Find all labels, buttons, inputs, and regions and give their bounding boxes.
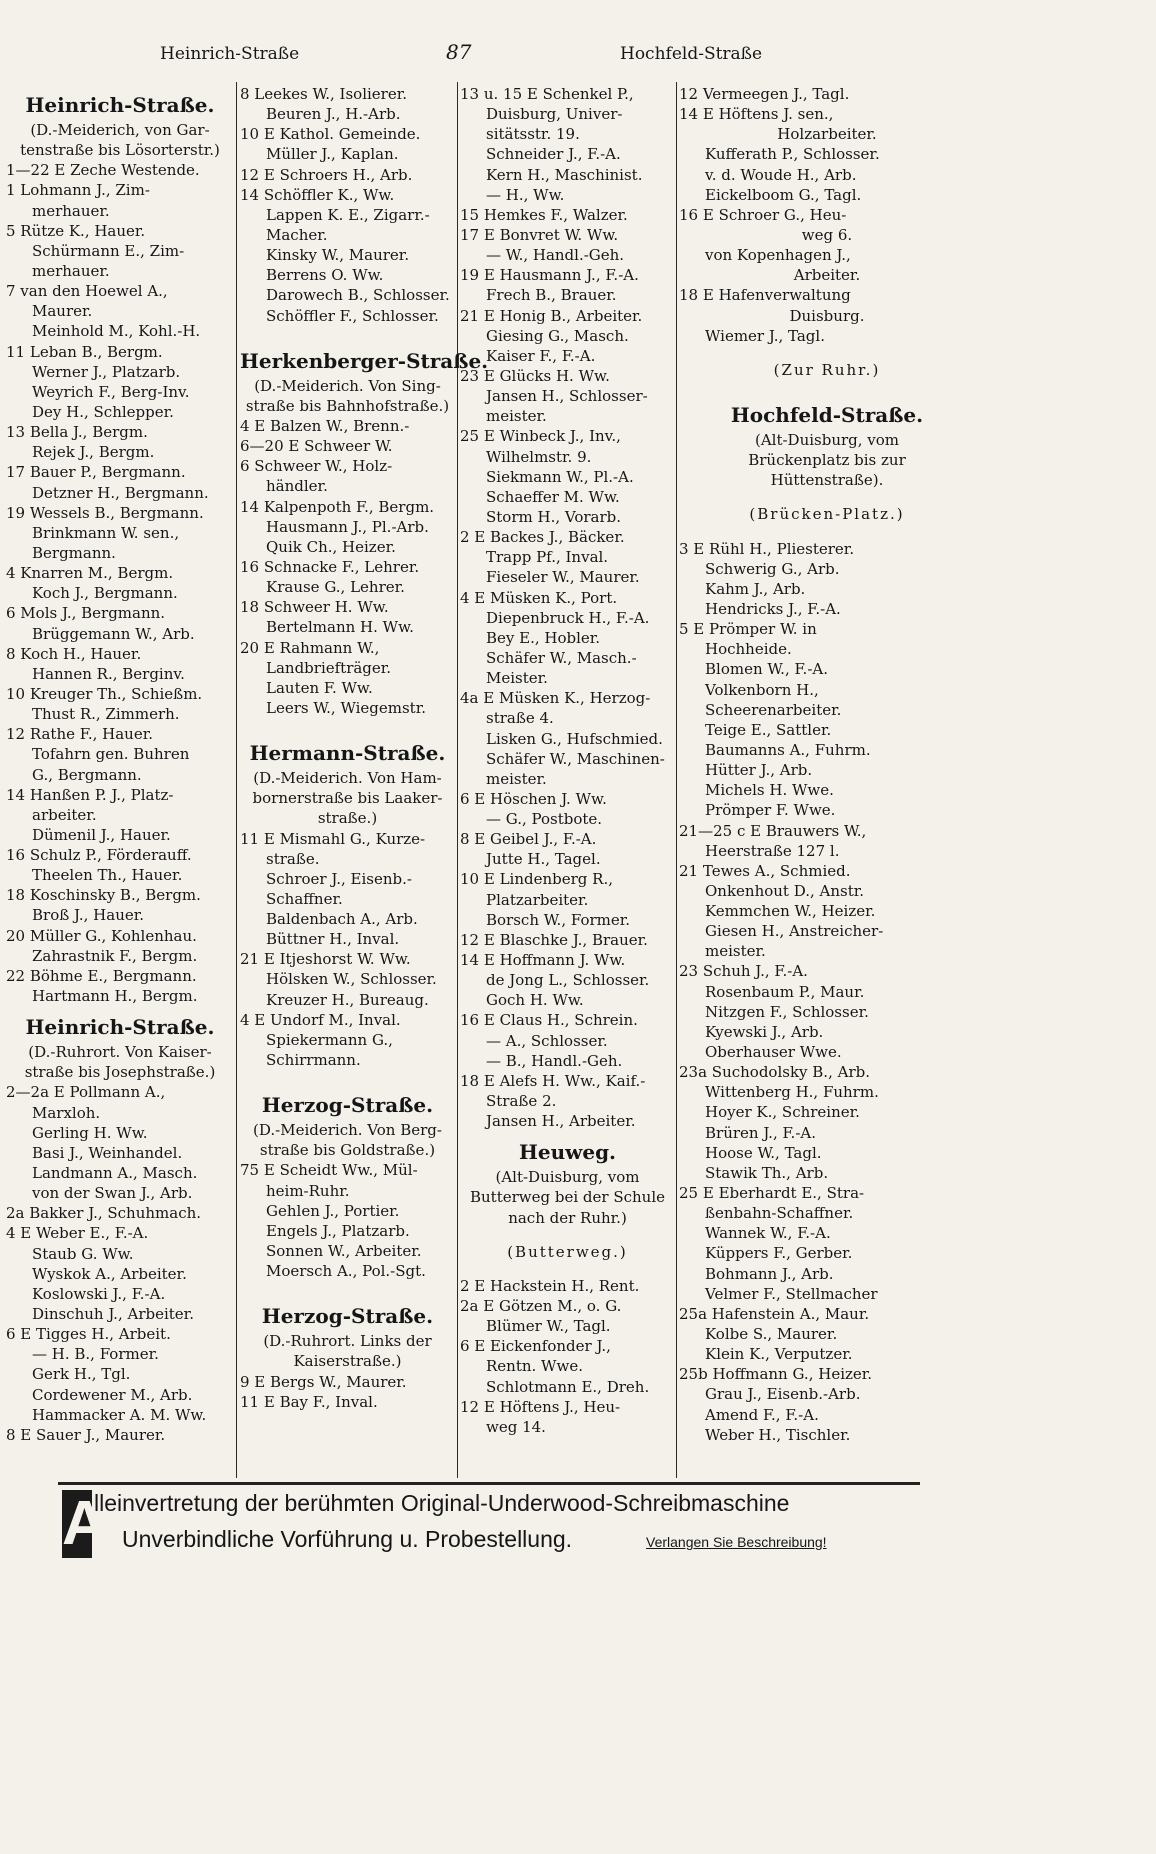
entry-line: Landbriefträger.: [266, 658, 392, 677]
entry-line: Siekmann W., Pl.-A.: [486, 467, 634, 486]
street-note: Duisburg.: [789, 306, 865, 325]
entry-line: 11 E Bay F., Inval.: [240, 1392, 378, 1411]
directory-column-4: [679, 84, 975, 1445]
entry-line: v. d. Woude H., Arb.: [705, 165, 857, 184]
entry-line: Scheerenarbeiter.: [705, 700, 842, 719]
entry-line: Schaeffer M. Ww.: [486, 487, 620, 506]
entry-line: Hendricks J., F.-A.: [705, 599, 841, 618]
street-note: nach der Ruhr.): [508, 1208, 627, 1227]
entry-line: 18 Schweer H. Ww.: [240, 598, 389, 617]
street-note: (D.-Meiderich. Von Berg-: [253, 1121, 442, 1140]
entry-line: meister.: [705, 942, 766, 961]
entry-line: 9 E Bergs W., Maurer.: [240, 1372, 407, 1391]
entry-line: 23 Schuh J., F.-A.: [679, 962, 808, 981]
entry-line: 4 E Weber E., F.-A.: [6, 1224, 149, 1243]
street-note: (D.-Meiderich, von Gar-: [30, 121, 210, 139]
entry-line: 23 E Glücks H. Ww.: [460, 366, 610, 385]
street-note: Kaiserstraße.): [293, 1352, 402, 1371]
entry-line: 2 E Hackstein H., Rent.: [460, 1276, 640, 1295]
entry-line: — H. B., Former.: [32, 1345, 159, 1364]
entry-line: Sonnen W., Arbeiter.: [266, 1242, 422, 1261]
column-divider: [236, 82, 237, 1478]
entry-line: 19 E Hausmann J., F.-A.: [460, 266, 639, 285]
entry-line: 21 E Honig B., Arbeiter.: [460, 306, 643, 325]
entry-line: Jutte H., Tagel.: [486, 850, 601, 869]
entry-line: 22 Böhme E., Bergmann.: [6, 966, 197, 985]
entry-line: 15 Hemkes F., Walzer.: [460, 205, 628, 224]
street-note: (Butterweg.): [507, 1242, 628, 1261]
entry-line: Brüggemann W., Arb.: [32, 624, 195, 643]
street-note: (Brücken-Platz.): [749, 505, 905, 524]
spacer: [679, 380, 975, 394]
street-heading: Hochfeld-Straße.: [730, 402, 924, 427]
entry-line: Beuren J., H.-Arb.: [266, 105, 401, 124]
entry-line: Maurer.: [32, 302, 93, 321]
entry-line: Broß J., Hauer.: [32, 906, 145, 925]
entry-line: Krause G., Lehrer.: [266, 578, 405, 597]
directory-column-1: [6, 84, 234, 1445]
entry-line: Jansen H., Arbeiter.: [486, 1112, 636, 1131]
entry-line: 8 Leekes W., Isolierer.: [240, 85, 408, 103]
entry-line: 12 E Höftens J., Heu-: [460, 1397, 621, 1416]
entry-line: de Jong L., Schlosser.: [486, 971, 650, 990]
entry-line: Weber H., Tischler.: [705, 1425, 851, 1444]
street-heading: Heinrich-Straße.: [25, 93, 215, 117]
entry-line: Dinschuh J., Arbeiter.: [32, 1305, 194, 1324]
entry-line: weg 14.: [486, 1417, 546, 1436]
entry-line: 5 Rütze K., Hauer.: [6, 221, 146, 240]
entry-line: Theelen Th., Hauer.: [32, 866, 183, 885]
running-head-left: Heinrich-Straße: [160, 44, 300, 64]
entry-line: Kyewski J., Arb.: [705, 1022, 824, 1041]
entry-line: Basi J., Weinhandel.: [32, 1143, 183, 1162]
entry-line: Baldenbach A., Arb.: [266, 910, 418, 929]
entry-line: Brinkmann W. sen.,: [32, 523, 180, 542]
entry-line: Thust R., Zimmerh.: [32, 705, 180, 724]
entry-line: Velmer F., Stellmacher: [705, 1284, 878, 1303]
entry-line: Eickelboom G., Tagl.: [705, 185, 862, 204]
entry-line: Stawik Th., Arb.: [705, 1163, 829, 1182]
advert-headline: lleinvertretung der berühmten Original-Underwood-Schreibmaschine: [94, 1490, 790, 1516]
entry-line: Hochheide.: [705, 640, 792, 659]
entry-line: 4 Knarren M., Bergm.: [6, 564, 174, 583]
entry-line: — W., Handl.-Geh.: [486, 246, 625, 265]
entry-line: 17 Bauer P., Bergmann.: [6, 463, 186, 482]
entry-line: Kemmchen W., Heizer.: [705, 902, 876, 921]
entry-line: Kreuzer H., Bureaug.: [266, 990, 429, 1009]
street-note: straße bis Goldstraße.): [259, 1141, 436, 1160]
entry-line: Gehlen J., Portier.: [266, 1201, 400, 1220]
entry-line: Werner J., Platzarb.: [32, 362, 181, 381]
entry-line: 14 E Hoffmann J. Ww.: [460, 951, 626, 970]
spacer: [240, 326, 455, 340]
entry-line: Fieseler W., Maurer.: [486, 568, 640, 587]
spacer: [679, 346, 975, 360]
entry-line: Storm H., Vorarb.: [486, 507, 622, 526]
entry-line: 6 Schweer W., Holz-: [240, 457, 393, 476]
entry-line: 2—2a E Pollmann A.,: [6, 1083, 166, 1102]
entry-line: 10 E Lindenberg R.,: [460, 870, 613, 889]
entry-line: 13 Bella J., Bergm.: [6, 423, 148, 442]
entry-line: Nitzgen F., Schlosser.: [705, 1002, 869, 1021]
entry-line: 14 Kalpenpoth F., Bergm.: [240, 497, 435, 516]
street-note: bornerstraße bis Laaker-: [252, 789, 443, 808]
street-note: (Zur Ruhr.): [773, 360, 881, 379]
entry-line: 6 E Eickenfonder J.,: [460, 1337, 611, 1356]
entry-line: 6—20 E Schweer W.: [240, 437, 393, 456]
entry-line: Spiekermann G.,: [266, 1030, 393, 1049]
street-note: (D.-Ruhrort. Links der: [263, 1332, 432, 1351]
entry-line: Duisburg, Univer-: [486, 105, 623, 124]
entry-line: Koch J., Bergmann.: [32, 584, 178, 603]
entry-line: Schäfer W., Masch.-: [486, 648, 637, 667]
entry-line: — B., Handl.-Geh.: [486, 1051, 623, 1070]
entry-line: Amend F., F.-A.: [705, 1405, 819, 1424]
entry-line: — H., Ww.: [486, 185, 565, 204]
entry-line: Rejek J., Bergm.: [32, 443, 155, 462]
street-heading: Heinrich-Straße.: [25, 1015, 215, 1040]
street-note: (D.-Ruhrort. Von Kaiser-: [28, 1043, 212, 1062]
entry-line: Detzner H., Bergmann.: [32, 483, 209, 502]
entry-line: Meinhold M., Kohl.-H.: [32, 322, 201, 341]
entry-line: meister.: [486, 407, 547, 426]
entry-line: Klein K., Verputzer.: [705, 1345, 853, 1364]
entry-line: G., Bergmann.: [32, 765, 142, 784]
advert-call-to-action: Verlangen Sie Beschreibung!: [646, 1534, 827, 1550]
entry-line: Hoose W., Tagl.: [705, 1143, 822, 1162]
entry-line: Schlotmann E., Dreh.: [486, 1377, 650, 1396]
running-head-right: Hochfeld-Straße: [620, 44, 763, 64]
street-note: (D.-Meiderich. Von Sing-: [254, 376, 441, 395]
entry-line: Kaiser F., F.-A.: [486, 346, 596, 365]
entry-line: Meister.: [486, 669, 548, 688]
advert-subline: Unverbindliche Vorführung u. Probestellung.: [122, 1526, 573, 1552]
spacer: [240, 718, 455, 732]
spacer: [460, 1228, 675, 1242]
entry-line: 4 E Balzen W., Brenn.-: [240, 416, 410, 435]
entry-line: Rentn. Wwe.: [486, 1357, 583, 1376]
entry-line: 12 Vermeegen J., Tagl.: [679, 85, 850, 103]
entry-line: 11 E Mismahl G., Kurze-: [240, 829, 426, 848]
street-note: Hüttenstraße).: [770, 471, 884, 490]
entry-line: Bey E., Hobler.: [486, 628, 601, 647]
entry-line: von Kopenhagen J.,: [705, 246, 851, 265]
entry-line: Straße 2.: [486, 1092, 557, 1111]
entry-line: Hammacker A. M. Ww.: [32, 1405, 207, 1424]
entry-line: 17 E Bonvret W. Ww.: [460, 225, 619, 244]
entry-line: Gerk H., Tgl.: [32, 1365, 131, 1384]
page-number: 87: [446, 40, 472, 64]
entry-line: 14 E Höftens J. sen.,: [679, 105, 834, 124]
entry-line: Darowech B., Schlosser.: [266, 286, 450, 305]
entry-line: Lisken G., Hufschmied.: [486, 729, 663, 748]
entry-line: 6 E Tigges H., Arbeit.: [6, 1325, 171, 1344]
entry-line: Engels J., Platzarb.: [266, 1221, 410, 1240]
entry-line: Wiemer J., Tagl.: [705, 326, 825, 345]
street-note: tenstraße bis Lösorterstr.): [20, 141, 220, 160]
entry-line: Wittenberg H., Fuhrm.: [705, 1083, 879, 1102]
entry-line: 2a E Götzen M., o. G.: [460, 1297, 622, 1316]
entry-line: Gerling H. Ww.: [32, 1123, 148, 1142]
entry-line: 20 Müller G., Kohlenhau.: [6, 926, 197, 945]
entry-line: 21 Tewes A., Schmied.: [679, 861, 851, 880]
street-note: weg 6.: [801, 225, 853, 244]
entry-line: 2 E Backes J., Bäcker.: [460, 528, 625, 547]
advert-initial: A: [62, 1489, 107, 1558]
entry-line: 23a Suchodolsky B., Arb.: [679, 1063, 870, 1082]
entry-line: Schaffner.: [266, 889, 343, 908]
entry-line: Hölsken W., Schlosser.: [266, 970, 437, 989]
entry-line: 25 E Winbeck J., Inv.,: [460, 427, 621, 446]
entry-line: Macher.: [266, 225, 328, 244]
entry-line: Goch H. Ww.: [486, 991, 584, 1010]
street-heading: Heuweg.: [518, 1140, 617, 1165]
entry-line: Wannek W., F.-A.: [705, 1224, 831, 1243]
entry-line: Oberhauser Wwe.: [705, 1043, 842, 1062]
spacer: [460, 1262, 675, 1276]
entry-line: Tofahrn gen. Buhren: [32, 745, 190, 764]
entry-line: Blümer W., Tagl.: [486, 1317, 611, 1336]
entry-line: 25a Hafenstein A., Maur.: [679, 1304, 870, 1323]
entry-line: 5 E Prömper W. in: [679, 620, 817, 639]
entry-line: 13 u. 15 E Schenkel P.,: [460, 85, 634, 103]
entry-line: 14 Schöffler K., Ww.: [240, 185, 395, 204]
entry-line: Müller J., Kaplan.: [266, 145, 399, 164]
entry-line: Prömper F. Wwe.: [705, 801, 836, 820]
entry-line: Lauten F. Ww.: [266, 678, 373, 697]
entry-line: 4a E Müsken K., Herzog-: [460, 689, 651, 708]
entry-line: Heerstraße 127 l.: [705, 841, 840, 860]
entry-line: 12 Rathe F., Hauer.: [6, 725, 153, 744]
street-heading: Herzog-Straße.: [261, 1093, 434, 1118]
entry-line: Baumanns A., Fuhrm.: [705, 740, 871, 759]
street-note: straße bis Bahnhofstraße.): [245, 396, 450, 415]
entry-line: Quik Ch., Heizer.: [266, 537, 396, 556]
entry-line: Wilhelmstr. 9.: [486, 447, 592, 466]
entry-line: arbeiter.: [32, 805, 97, 824]
entry-line: Küppers F., Gerber.: [705, 1244, 853, 1263]
entry-line: 16 E Schroer G., Heu-: [679, 205, 847, 224]
entry-line: Marxloh.: [32, 1103, 101, 1122]
entry-line: 14 Hanßen P. J., Platz-: [6, 785, 174, 804]
entry-line: 21—25 c E Brauwers W.,: [679, 821, 867, 840]
entry-line: Zahrastnik F., Bergm.: [32, 946, 198, 965]
entry-line: 18 E Alefs H. Ww., Kaif.-: [460, 1071, 646, 1090]
entry-line: Hütter J., Arb.: [705, 761, 813, 780]
entry-line: Staub G. Ww.: [32, 1244, 134, 1263]
entry-line: Schöffler F., Schlosser.: [266, 306, 439, 325]
entry-line: 18 E Hafenverwaltung: [679, 286, 851, 305]
advertisement: [60, 1488, 940, 1560]
advert-rule: [58, 1482, 920, 1485]
directory-column-3: [460, 84, 675, 1437]
street-heading: Hermann-Straße.: [249, 741, 446, 766]
street-heading: Herzog-Straße.: [261, 1304, 434, 1329]
entry-line: 25 E Eberhardt E., Stra-: [679, 1184, 865, 1203]
entry-line: Bohmann J., Arb.: [705, 1264, 834, 1283]
column-divider: [457, 82, 458, 1478]
entry-line: Koslowski J., F.-A.: [32, 1284, 166, 1303]
entry-line: Kern H., Maschinist.: [486, 165, 643, 184]
entry-line: Leers W., Wiegemstr.: [266, 698, 426, 717]
entry-line: Cordewener M., Arb.: [32, 1385, 193, 1404]
street-note: Holzarbeiter.: [777, 125, 877, 144]
entry-line: 75 E Scheidt Ww., Mül-: [240, 1161, 418, 1180]
entry-line: 8 Koch H., Hauer.: [6, 644, 142, 663]
entry-line: Schirrmann.: [266, 1051, 361, 1070]
entry-line: 8 E Geibel J., F.-A.: [460, 830, 597, 849]
entry-line: 11 Leban B., Bergm.: [6, 342, 163, 361]
entry-line: 1—22 E Zeche Westende.: [6, 161, 200, 180]
entry-line: Jansen H., Schlosser-: [486, 387, 648, 406]
entry-line: Schroer J., Eisenb.-: [266, 869, 412, 888]
entry-line: straße 4.: [486, 709, 554, 728]
entry-line: 20 E Rahmann W.,: [240, 638, 380, 657]
entry-line: 21 E Itjeshorst W. Ww.: [240, 950, 411, 969]
entry-line: Grau J., Eisenb.-Arb.: [705, 1385, 861, 1404]
entry-line: Hannen R., Berginv.: [32, 664, 185, 683]
entry-line: Kahm J., Arb.: [705, 579, 806, 598]
directory-column-2: [240, 84, 489, 1412]
entry-line: 16 E Claus H., Schrein.: [460, 1011, 638, 1030]
entry-line: 16 Schnacke F., Lehrer.: [240, 557, 420, 576]
entry-line: Schneider J., F.-A.: [486, 145, 621, 164]
entry-line: Dümenil J., Hauer.: [32, 825, 171, 844]
entry-line: Bertelmann H. Ww.: [266, 618, 414, 637]
entry-line: ßenbahn-Schaffner.: [705, 1204, 854, 1223]
entry-line: 3 E Rühl H., Pliesterer.: [679, 539, 855, 558]
column-divider: [676, 82, 677, 1478]
entry-line: merhauer.: [32, 261, 110, 280]
entry-line: Diepenbruck H., F.-A.: [486, 608, 650, 627]
entry-line: 10 Kreuger Th., Schießm.: [6, 684, 203, 703]
entry-line: Trapp Pf., Inval.: [486, 548, 609, 567]
entry-line: Schwerig G., Arb.: [705, 559, 840, 578]
entry-line: 19 Wessels B., Bergmann.: [6, 503, 204, 522]
street-note: (Alt-Duisburg, vom: [495, 1168, 640, 1187]
entry-line: 18 Koschinsky B., Bergm.: [6, 886, 201, 905]
street-note: (Alt-Duisburg, vom: [754, 430, 900, 449]
street-note: (D.-Meiderich. Von Ham-: [253, 769, 442, 788]
entry-line: Schürmann E., Zim-: [32, 241, 185, 260]
entry-line: Dey H., Schlepper.: [32, 402, 174, 421]
entry-line: 4 E Müsken K., Port.: [460, 588, 618, 607]
entry-line: 8 E Sauer J., Maurer.: [6, 1425, 166, 1444]
running-head: [0, 40, 978, 70]
entry-line: Hoyer K., Schreiner.: [705, 1103, 860, 1122]
entry-line: Teige E., Sattler.: [705, 720, 832, 739]
entry-line: Lappen K. E., Zigarr.-: [266, 205, 430, 224]
entry-line: Büttner H., Inval.: [266, 930, 400, 949]
entry-line: 16 Schulz P., Förderauff.: [6, 846, 192, 865]
entry-line: sitätsstr. 19.: [486, 125, 580, 144]
entry-line: Borsch W., Former.: [486, 910, 631, 929]
entry-line: Moersch A., Pol.-Sgt.: [266, 1262, 426, 1281]
entry-line: Wyskok A., Arbeiter.: [32, 1264, 187, 1283]
entry-line: Brüren J., F.-A.: [705, 1123, 816, 1142]
entry-line: 12 E Blaschke J., Brauer.: [460, 930, 648, 949]
entry-line: Michels H. Wwe.: [705, 781, 834, 800]
entry-line: straße.: [266, 849, 320, 868]
entry-line: 6 Mols J., Bergmann.: [6, 604, 166, 623]
entry-line: händler.: [266, 477, 328, 496]
entry-line: 25b Hoffmann G., Heizer.: [679, 1365, 873, 1384]
entry-line: Onkenhout D., Anstr.: [705, 881, 865, 900]
entry-line: 6 E Höschen J. Ww.: [460, 789, 607, 808]
spacer: [240, 1070, 455, 1084]
spacer: [679, 490, 975, 504]
entry-line: Bergmann.: [32, 543, 116, 562]
entry-line: 2a Bakker J., Schuhmach.: [6, 1204, 202, 1223]
entry-line: Giesen H., Anstreicher-: [705, 922, 884, 941]
entry-line: Frech B., Brauer.: [486, 286, 617, 305]
entry-line: heim-Ruhr.: [266, 1181, 350, 1200]
entry-line: 4 E Undorf M., Inval.: [240, 1010, 401, 1029]
entry-line: Weyrich F., Berg-Inv.: [32, 382, 190, 401]
entry-line: Landmann A., Masch.: [32, 1164, 198, 1183]
entry-line: Berrens O. Ww.: [266, 266, 384, 285]
entry-line: 1 Lohmann J., Zim-: [6, 181, 150, 200]
entry-line: Hartmann H., Bergm.: [32, 987, 198, 1006]
entry-line: meister.: [486, 769, 547, 788]
entry-line: Blomen W., F.-A.: [705, 660, 828, 679]
entry-line: Kolbe S., Maurer.: [705, 1325, 838, 1344]
street-note: Brückenplatz bis zur: [748, 451, 906, 470]
entry-line: 12 E Schroers H., Arb.: [240, 165, 413, 184]
street-note: Butterweg bei der Schule: [469, 1188, 665, 1207]
entry-line: — G., Postbote.: [486, 810, 603, 829]
entry-line: Rosenbaum P., Maur.: [705, 982, 865, 1001]
spacer: [240, 1281, 455, 1295]
street-heading: Herkenberger-Straße.: [240, 348, 489, 373]
entry-line: Kufferath P., Schlosser.: [705, 145, 880, 164]
street-note: Arbeiter.: [793, 266, 861, 285]
spacer: [679, 525, 975, 539]
entry-line: merhauer.: [32, 201, 110, 220]
entry-line: — A., Schlosser.: [486, 1031, 608, 1050]
entry-line: Platzarbeiter.: [486, 890, 589, 909]
entry-line: Giesing G., Masch.: [486, 326, 629, 345]
entry-line: Kinsky W., Maurer.: [266, 246, 410, 265]
entry-line: 10 E Kathol. Gemeinde.: [240, 125, 421, 144]
entry-line: 7 van den Hoewel A.,: [6, 282, 168, 301]
entry-line: Schäfer W., Maschinen-: [486, 749, 665, 768]
entry-line: Hausmann J., Pl.-Arb.: [266, 517, 429, 536]
entry-line: von der Swan J., Arb.: [32, 1184, 193, 1203]
street-note: straße bis Josephstraße.): [24, 1063, 216, 1082]
street-note: straße.): [317, 809, 378, 828]
entry-line: Volkenborn H.,: [705, 680, 819, 699]
